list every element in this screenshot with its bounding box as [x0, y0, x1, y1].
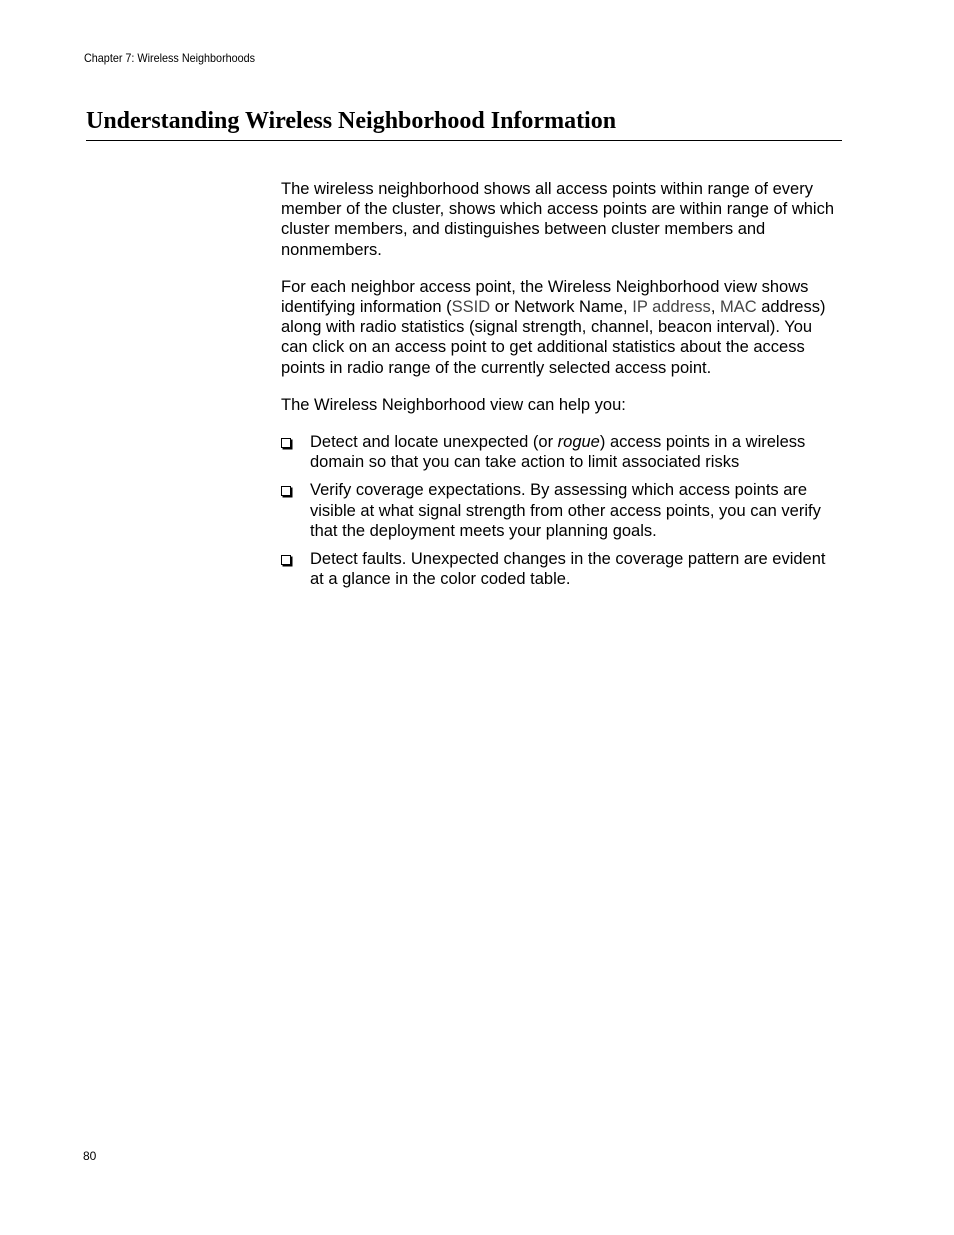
bullet-1-post: ) access points in a wireless domain so that you can take action to limit associated risks [310, 433, 806, 472]
para2-text-2: or Network Name, [490, 298, 633, 317]
bullet-3-text: Detect faults. Unexpected changes in the coverage pattern are evident at a glance in the color coded table. [310, 550, 826, 589]
checkbox-bullet-icon [281, 555, 291, 565]
checkbox-bullet-icon [281, 438, 291, 448]
intro-paragraph: The wireless neighborhood shows all access points within range of every member of the cluster, shows which access points are within range of which cluster members, and distinguishes between cluster members and nonmembers. [281, 180, 835, 259]
running-head: Chapter 7: Wireless Neighborhoods [84, 51, 256, 65]
section-title: Understanding Wireless Neighborhood Information [86, 106, 842, 141]
para2-text-4: address) along with radio statistics (signal strength, channel, beacon interval). You can click on an access point to get additional statistics about the access points in radio range of the currently selected access point. [281, 298, 826, 377]
list-item [281, 480, 843, 541]
bullet-2-text: Verify coverage expectations. By assessing which access points are visible at what signal strength from other access points, you can verify that the deployment meets your planning goals. [310, 481, 821, 540]
bullet-list [281, 432, 843, 589]
ssid-link[interactable]: SSID [451, 298, 491, 317]
body-text [281, 179, 843, 597]
list-item [281, 432, 843, 472]
para2-text-3: , [710, 298, 720, 317]
ip-address-link[interactable]: IP address [632, 298, 711, 317]
bullet-1-emphasis: rogue [557, 433, 600, 452]
list-item [281, 549, 843, 589]
identification-paragraph [281, 277, 843, 378]
help-intro-paragraph: The Wireless Neighborhood view can help you: [281, 395, 626, 414]
checkbox-bullet-icon [281, 486, 291, 496]
bullet-1-pre: Detect and locate unexpected (or [310, 433, 558, 452]
mac-link[interactable]: MAC [719, 298, 757, 317]
page-number: 80 [83, 1149, 97, 1163]
para2-text-1: For each neighbor access point, the Wireless Neighborhood view shows identifying information ( [281, 277, 809, 317]
